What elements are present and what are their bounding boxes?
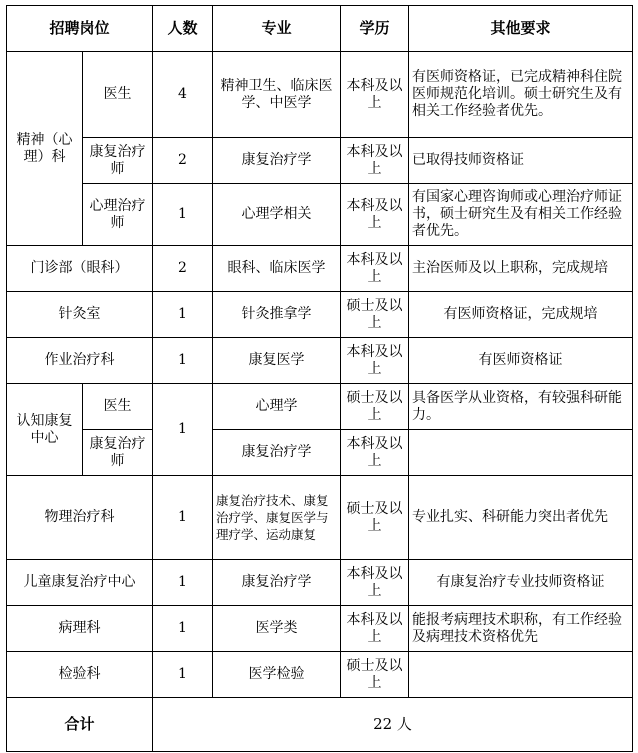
table-row: [7, 652, 633, 698]
requirement-cell: 有康复治疗专业技师资格证: [409, 560, 633, 606]
education-cell: 硕士及以上: [341, 652, 409, 698]
department-pediatric: 儿童康复治疗中心: [7, 560, 153, 606]
education-cell: 硕士及以上: [341, 476, 409, 560]
education-cell: 本科及以上: [341, 138, 409, 184]
table-row: [7, 52, 633, 138]
education-cell: 本科及以上: [341, 246, 409, 292]
table-row: [7, 138, 633, 184]
department-pathology: 病理科: [7, 606, 153, 652]
count-cell: 1: [153, 476, 213, 560]
recruitment-table: [6, 5, 633, 752]
education-cell: 本科及以上: [341, 606, 409, 652]
header-major: 专业: [213, 6, 341, 52]
requirement-cell: 有国家心理咨询师或心理治疗师证书，硕士研究生及有相关工作经验者优先。: [409, 184, 633, 246]
count-cell: 1: [153, 560, 213, 606]
department-lab: 检验科: [7, 652, 153, 698]
requirement-cell: 已取得技师资格证: [409, 138, 633, 184]
table-row: [7, 430, 633, 476]
table-row: [7, 384, 633, 430]
education-cell: 硕士及以上: [341, 384, 409, 430]
major-cell: 心理学相关: [213, 184, 341, 246]
count-cell: 1: [153, 652, 213, 698]
major-cell: 医学类: [213, 606, 341, 652]
major-cell: 康复治疗技术、康复治疗学、康复医学与理疗学、运动康复: [213, 476, 341, 560]
total-row: [7, 698, 633, 752]
count-cell: 1: [153, 292, 213, 338]
education-cell: 本科及以上: [341, 430, 409, 476]
major-cell: 心理学: [213, 384, 341, 430]
requirement-cell: 有医师资格证: [409, 338, 633, 384]
table-row: [7, 606, 633, 652]
table-row: [7, 246, 633, 292]
header-row: [7, 6, 633, 52]
position-cell: 康复治疗师: [83, 138, 153, 184]
count-cell: 2: [153, 138, 213, 184]
requirement-cell: [409, 652, 633, 698]
requirement-cell: 主治医师及以上职称，完成规培: [409, 246, 633, 292]
department-occupational: 作业治疗科: [7, 338, 153, 384]
count-cell: 1: [153, 384, 213, 476]
count-cell: 4: [153, 52, 213, 138]
table-row: [7, 560, 633, 606]
table-row: [7, 338, 633, 384]
requirement-cell: 专业扎实、科研能力突出者优先: [409, 476, 633, 560]
count-cell: 1: [153, 338, 213, 384]
major-cell: 康复治疗学: [213, 430, 341, 476]
department-cognitive: 认知康复中心: [7, 384, 83, 476]
header-requirements: 其他要求: [409, 6, 633, 52]
requirement-cell: 能报考病理技术职称，有工作经验及病理技术资格优先: [409, 606, 633, 652]
education-cell: 本科及以上: [341, 52, 409, 138]
header-position: 招聘岗位: [7, 6, 153, 52]
department-psych: 精神（心理）科: [7, 52, 83, 246]
education-cell: 本科及以上: [341, 338, 409, 384]
count-cell: 1: [153, 184, 213, 246]
department-outpatient: 门诊部（眼科）: [7, 246, 153, 292]
education-cell: 硕士及以上: [341, 292, 409, 338]
count-cell: 2: [153, 246, 213, 292]
count-cell: 1: [153, 606, 213, 652]
education-cell: 本科及以上: [341, 560, 409, 606]
header-education: 学历: [341, 6, 409, 52]
total-value: 22 人: [153, 698, 633, 752]
major-cell: 康复治疗学: [213, 138, 341, 184]
table-row: [7, 184, 633, 246]
header-count: 人数: [153, 6, 213, 52]
requirement-cell: [409, 430, 633, 476]
position-cell: 医生: [83, 384, 153, 430]
department-acupuncture: 针灸室: [7, 292, 153, 338]
department-physical: 物理治疗科: [7, 476, 153, 560]
requirement-cell: 有医师资格证，已完成精神科住院医师规范化培训。硕士研究生及有相关工作经验者优先。: [409, 52, 633, 138]
table-row: [7, 476, 633, 560]
requirement-cell: 具备医学从业资格，有较强科研能力。: [409, 384, 633, 430]
requirement-cell: 有医师资格证，完成规培: [409, 292, 633, 338]
major-cell: 精神卫生、临床医学、中医学: [213, 52, 341, 138]
major-cell: 康复医学: [213, 338, 341, 384]
major-cell: 医学检验: [213, 652, 341, 698]
position-cell: 心理治疗师: [83, 184, 153, 246]
major-cell: 眼科、临床医学: [213, 246, 341, 292]
position-cell: 康复治疗师: [83, 430, 153, 476]
education-cell: 本科及以上: [341, 184, 409, 246]
position-cell: 医生: [83, 52, 153, 138]
major-cell: 针灸推拿学: [213, 292, 341, 338]
total-label: 合计: [7, 698, 153, 752]
major-cell: 康复治疗学: [213, 560, 341, 606]
table-row: [7, 292, 633, 338]
